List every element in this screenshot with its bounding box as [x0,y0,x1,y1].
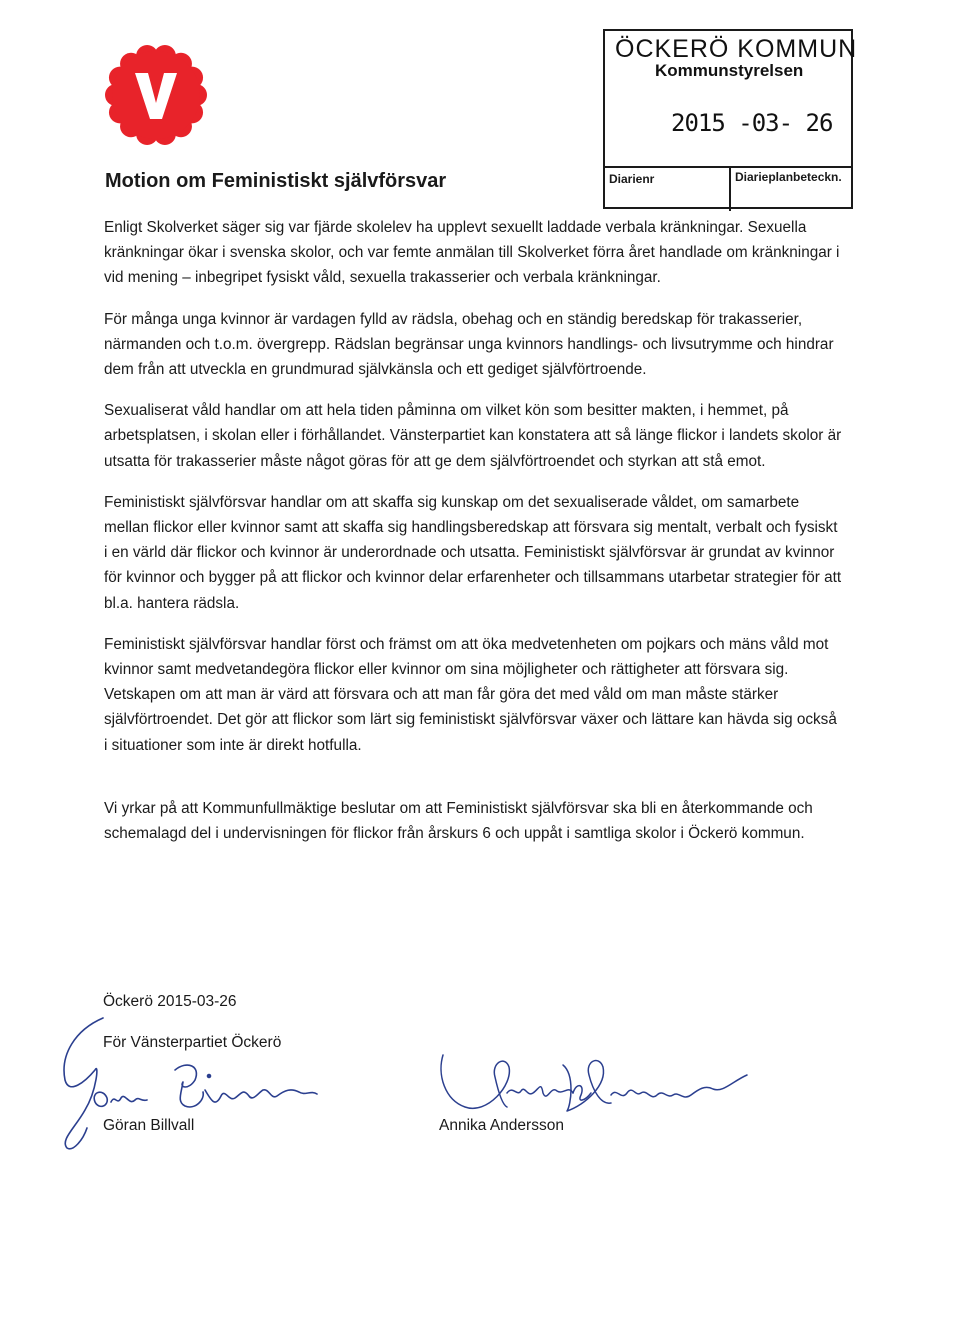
paragraph: Enligt Skolverket säger sig var fjärde skolelev ha upplevt sexuellt laddade verbala kränkningar. Sexuella kränkningar ökar i svenska skolor, och var femte anmälan till Skolverket förra året handlade om kränkningar i vid mening – inbegripet fysiskt våld, sexuella trakasserier och verbala kränkningar. [104,219,840,287]
page-title: Motion om Feministiskt självförsvar [105,170,447,192]
paragraph: Sexualiserat våld handlar om att hela tiden påminna om vilket kön som besitter makten, i hemmet, på arbetsplatsen, i skolan eller i förhållandet. Vänsterpartiet kan konstatera att så länge flickor i landets skolor är utsatta för trakasserier måste något göras för att ge dem självförtroendet och styrkan att stå emot. [104,402,842,470]
signer-name-1: Göran Billvall [103,1117,195,1134]
vansterpartiet-logo [104,43,208,147]
stamp-field-diarieplan: Diarieplanbeteckn. [735,170,842,184]
stamp-fields-row [605,166,851,211]
signature-place-date: Öckerö 2015-03-26 [103,993,237,1010]
handwritten-signature-goran [55,1010,335,1160]
paragraph: Feministiskt självförsvar handlar först och främst om att öka medvetenheten om pojkars och mäns våld mot kvinnor samt medvetandegöra flickor eller kvinnor om sina möjligheter och rättigheter att försvara sig. Vetskapen om att man är värd att försvara och att man får göra det med våld om man måste stärker självförtroendet. Det gör att flickor som lärt sig feministiskt självförsvar växer och lättare kan hävda sig också i situationer som inte är direkt hotfulla. [104,635,837,754]
stamp-date: 2015 -03- 26 [671,109,833,137]
handwritten-signature-annika [435,1045,755,1125]
document-body [104,215,844,862]
paragraph: Feministiskt självförsvar handlar om att skaffa sig kunskap om det sexualiserade våldet, om samarbete mellan flickor eller kvinnor samt att skaffa sig handlingsberedskap att försvara sig mentalt, verbalt och fysiskt i en värld där flickor och kvinnor är underordnade och utsatta. Feministiskt självförsvar är grundat av kvinnor för kvinnor och bygger på att flickor och kvinnor delar erfarenheter och tillsammans utarbetar strategier för att bl.a. hantera rädsla. [104,493,842,612]
stamp-field-diarienr: Diarienr [609,172,655,186]
stamp-department: Kommunstyrelsen [655,61,804,80]
registration-stamp [603,29,858,209]
paragraph: För många unga kvinnor är vardagen fylld av rädsla, obehag och en ständig beredskap för trakasserier, närmanden och t.o.m. övergrepp. Rädslan begränsar unga kvinnors handlings- och livsutrymme och hindrar dem från att utveckla en grundmurad självkänsla och ett gediget självförtroende. [104,310,834,379]
signer-name-2: Annika Andersson [439,1117,564,1134]
signature-party: För Vänsterpartiet Öckerö [103,1034,282,1051]
stamp-divider [729,168,731,211]
stamp-organization: ÖCKERÖ KOMMUN [615,35,858,63]
motion-request-paragraph: Vi yrkar på att Kommunfullmäktige beslutar om att Feministiskt självförsvar ska bli en återkommande och schemalagd del i undervisningen för flickor från årskurs 6 och uppåt i samtliga skolor i Öckerö kommun. [104,799,813,843]
